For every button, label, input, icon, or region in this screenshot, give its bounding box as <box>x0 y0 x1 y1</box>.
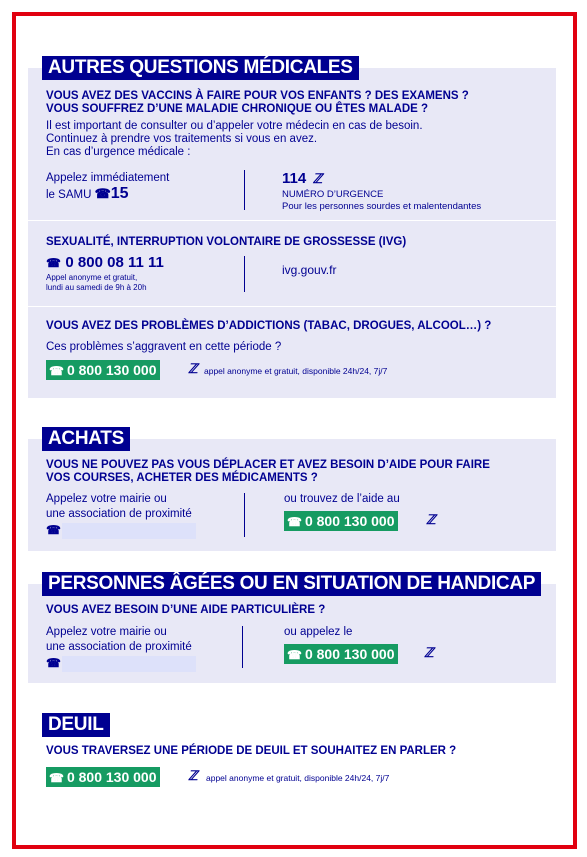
mairie-text <box>46 626 192 654</box>
deaf-ear-icon: ℤ <box>188 361 198 376</box>
ivg-note: Appel anonyme et gratuit, <box>46 273 138 282</box>
section-achats <box>28 427 556 551</box>
deuil-note: appel anonyme et gratuit, disponible 24h/24, 7j/7 <box>206 773 390 783</box>
addictions-phone-button[interactable] <box>46 360 160 380</box>
phone-icon: ☎ <box>287 515 302 529</box>
urgence-block <box>282 170 481 213</box>
addictions-note: appel anonyme et gratuit, disponible 24h/24, 7j/7 <box>204 366 388 376</box>
phone-icon: ☎ <box>46 656 61 670</box>
ivg-site-link[interactable]: ivg.gouv.fr <box>282 263 337 277</box>
section-deuil <box>28 713 556 803</box>
section-handicap <box>28 572 556 683</box>
deaf-ear-icon: ℤ <box>424 645 434 660</box>
advice-text <box>46 120 423 159</box>
advice-line: Continuez à prendre vos traitements si vous en avez. <box>46 133 318 145</box>
divider <box>244 256 245 292</box>
deaf-ear-icon: ℤ <box>426 512 436 527</box>
handicap-phone-button[interactable] <box>284 644 398 664</box>
appel-text: ou appelez le <box>284 626 353 638</box>
mairie-line: Appelez votre mairie ou <box>46 626 167 638</box>
urgence-sub: Pour les personnes sourdes et malentendantes <box>282 201 482 212</box>
phone-icon: ☎ <box>94 186 111 201</box>
samu-number[interactable]: 15 <box>110 185 129 202</box>
local-number-field[interactable] <box>62 656 196 672</box>
urgence-number[interactable]: 114 <box>282 170 307 187</box>
phone-icon: ☎ <box>49 364 64 378</box>
mairie-line: une association de proximité <box>46 641 192 653</box>
section-title: PERSONNES ÂGÉES OU EN SITUATION DE HANDICAP <box>42 572 541 596</box>
question: VOUS TRAVERSEZ UNE PÉRIODE DE DEUIL ET SOUHAITEZ EN PARLER ? <box>46 745 457 757</box>
divider <box>244 170 245 210</box>
separator <box>28 306 556 307</box>
question-line: VOUS SOUFFREZ D’UNE MALADIE CHRONIQUE OU ÊTES MALADE ? <box>46 103 429 115</box>
question <box>46 459 490 485</box>
mairie-line: une association de proximité <box>46 508 192 520</box>
question-line: VOS COURSES, ACHETER DES MÉDICAMENTS ? <box>46 472 318 484</box>
question-line: VOUS AVEZ DES VACCINS À FAIRE POUR VOS ENFANTS ? DES EXAMENS ? <box>46 90 469 102</box>
info-panel <box>28 584 556 683</box>
ivg-number[interactable]: 0 800 08 11 11 <box>65 254 164 271</box>
achats-phone-button[interactable] <box>284 511 398 531</box>
phone-icon: ☎ <box>46 523 61 537</box>
deuil-phone-button[interactable] <box>46 767 160 787</box>
advice-line: Il est important de consulter ou d’appeler votre médecin en cas de besoin. <box>46 120 423 132</box>
deaf-ear-icon: ℤ <box>312 171 323 186</box>
local-number-field[interactable] <box>62 523 196 539</box>
samu-text: le SAMU <box>46 189 92 201</box>
divider <box>242 626 243 668</box>
ivg-note: lundi au samedi de 9h à 20h <box>46 283 147 292</box>
question: VOUS AVEZ BESOIN D’UNE AIDE PARTICULIÈRE ? <box>46 604 326 616</box>
addictions-text: Ces problèmes s’aggravent en cette période ? <box>46 341 282 353</box>
separator <box>28 220 556 221</box>
phone-icon: ☎ <box>49 771 64 785</box>
section-title: DEUIL <box>42 713 110 737</box>
info-panel <box>28 68 556 398</box>
section-title: AUTRES QUESTIONS MÉDICALES <box>42 56 359 80</box>
question <box>46 90 469 116</box>
ivg-block <box>46 254 164 293</box>
question-line: VOUS NE POUVEZ PAS VOUS DÉPLACER ET AVEZ BESOIN D’AIDE POUR FAIRE <box>46 459 490 471</box>
phone-number: 0 800 130 000 <box>304 646 395 662</box>
ivg-title: SEXUALITÉ, INTERRUPTION VOLONTAIRE DE GROSSESSE (IVG) <box>46 236 407 248</box>
phone-icon: ☎ <box>287 648 302 662</box>
divider <box>244 493 245 537</box>
phone-number: 0 800 130 000 <box>304 513 395 529</box>
info-panel <box>28 439 556 551</box>
mairie-text <box>46 493 192 521</box>
samu-block <box>46 172 169 202</box>
advice-line: En cas d’urgence médicale : <box>46 146 191 158</box>
phone-icon: ☎ <box>46 256 61 270</box>
samu-text: Appelez immédiatement <box>46 172 170 184</box>
addictions-title: VOUS AVEZ DES PROBLÈMES D’ADDICTIONS (TABAC, DROGUES, ALCOOL…) ? <box>46 320 492 332</box>
section-medical <box>28 56 556 398</box>
urgence-label: NUMÉRO D’URGENCE <box>282 189 384 200</box>
mairie-line: Appelez votre mairie ou <box>46 493 167 505</box>
phone-number: 0 800 130 000 <box>66 362 157 378</box>
deaf-ear-icon: ℤ <box>188 768 198 783</box>
aide-text: ou trouvez de l’aide au <box>284 493 400 505</box>
section-title: ACHATS <box>42 427 130 451</box>
phone-number: 0 800 130 000 <box>66 769 157 785</box>
